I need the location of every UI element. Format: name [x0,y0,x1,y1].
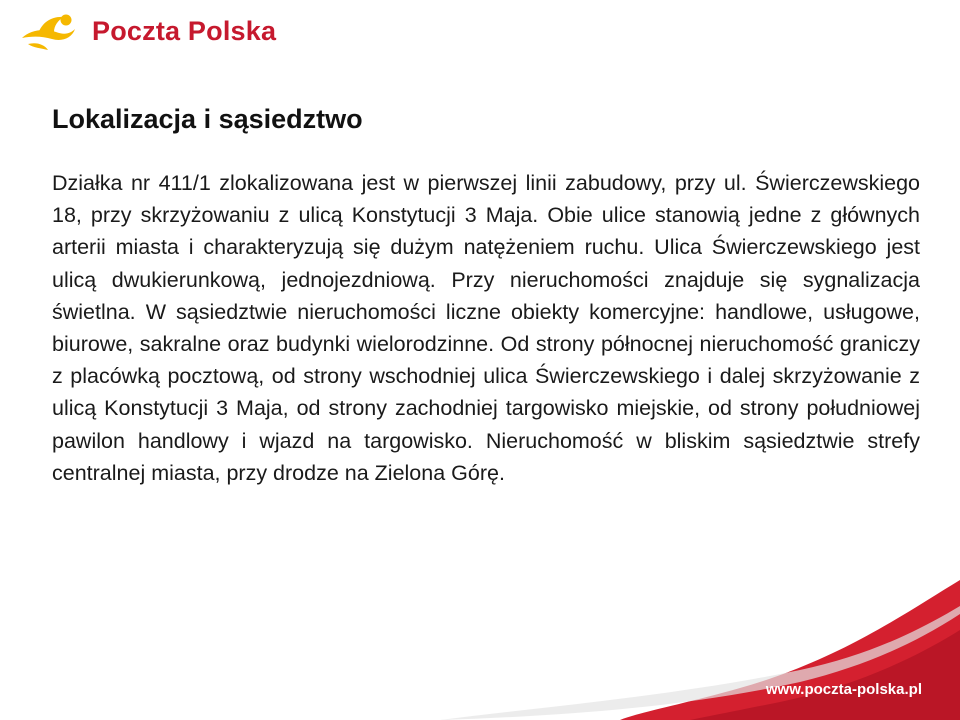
brand-name: Poczta Polska [92,15,277,46]
footer-website: www.poczta-polska.pl [765,681,922,698]
slide-title: Lokalizacja i sąsiedztwo [52,104,363,134]
posthorn-icon [18,8,78,54]
brand-logo [18,8,276,54]
slide-body-paragraph: Działka nr 411/1 zlokalizowana jest w pierwszej linii zabudowy, przy ul. Świerczewskiego 18, przy skrzyżowaniu z ulicą Konstytucji 3 Maja. Obie ulice stanowią jedne z głównych arterii miasta i charakteryzują się dużym natężeniem ruchu. Ulica Świerczewskiego jest ulicą dwukierunkową, jednojezdniową. Przy nieruchomości znajduje się sygnalizacja świetlna. W sąsiedztwie nieruchomości liczne obiekty komercyjne: handlowe, usługowe, biurowe, sakralne oraz budynki wielorodzinne. Od strony północnej nieruchomość graniczy z placówką pocztową, od strony wschodniej ulica Świerczewskiego i dalej skrzyżowanie z ulicą Konstytucji 3 Maja, od strony zachodniej targowisko miejskie, od strony południowej pawilon handlowy i wjazd na targowisko. Nieruchomość w bliskim sąsiedztwie strefy centralnej miasta, przy drodze na Zielona Górę. [52,171,920,485]
